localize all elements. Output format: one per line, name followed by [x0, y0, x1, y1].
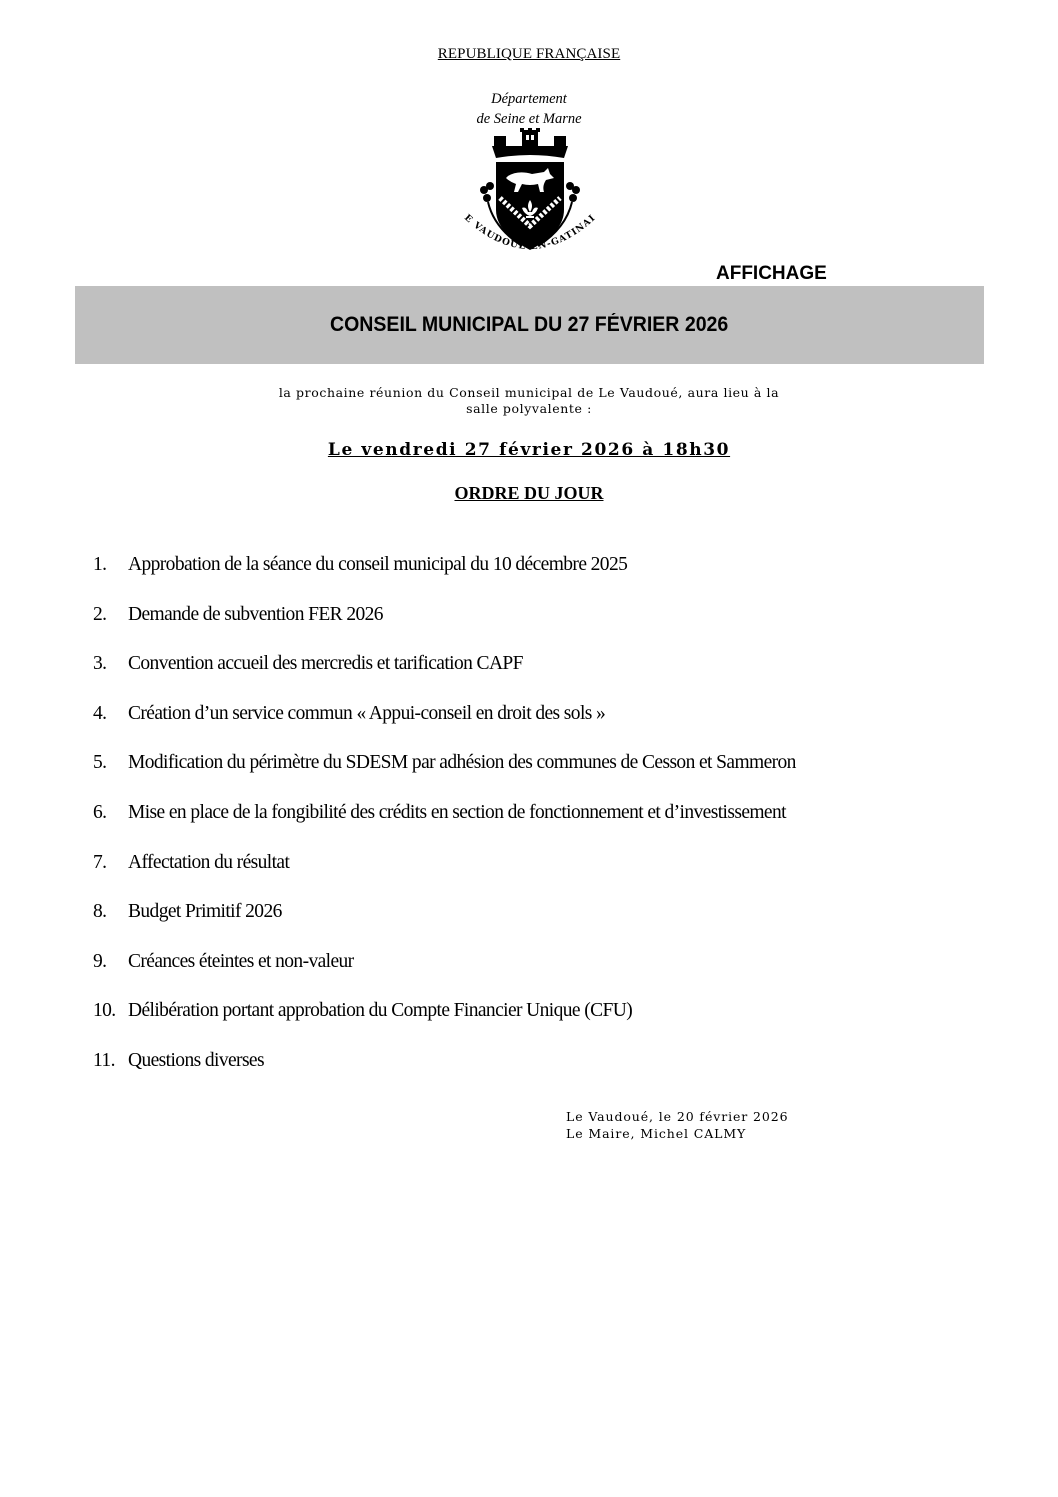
agenda-item-number: 8.: [93, 901, 107, 923]
signature-place-date: Le Vaudoué, le 20 février 2026: [566, 1109, 789, 1124]
agenda-item-text: Mise en place de la fongibilité des crédits en section de fonctionnement et d’investissement: [128, 801, 786, 823]
page-title: CONSEIL MUNICIPAL DU 27 FÉVRIER 2026: [330, 313, 729, 336]
agenda-item: [93, 752, 796, 802]
agenda-item-number: 5.: [93, 752, 107, 774]
department-label: [0, 89, 1058, 129]
agenda-item-text: Délibération portant approbation du Compte Financier Unique (CFU): [128, 1000, 633, 1022]
agenda-item-text: Demande de subvention FER 2026: [128, 603, 383, 625]
agenda-item-text: Affectation du résultat: [128, 851, 290, 873]
agenda-item-text: Budget Primitif 2026: [128, 901, 282, 923]
affichage-label: AFFICHAGE: [716, 263, 827, 284]
agenda-item-number: 1.: [93, 554, 107, 575]
signature-signatory: Le Maire, Michel CALMY: [566, 1126, 747, 1141]
agenda-item: [93, 653, 796, 703]
department-line-1: Département: [491, 91, 567, 107]
agenda-item: [93, 802, 796, 852]
agenda-title: ORDRE DU JOUR: [454, 483, 604, 503]
department-line-2: de Seine et Marne: [476, 111, 582, 127]
municipal-coat-of-arms-icon: [460, 128, 600, 264]
agenda-item-text: Convention accueil des mercredis et tarification CAPF: [128, 653, 523, 675]
shield-icon: [496, 162, 564, 250]
agenda-item-text: Création d’un service commun « Appui-conseil en droit des sols »: [128, 702, 606, 724]
republique-francaise-heading: REPUBLIQUE FRANÇAISE: [437, 46, 621, 62]
agenda-item-number: 3.: [93, 653, 107, 675]
intro-text: [0, 385, 1058, 417]
title-banner: [75, 286, 984, 364]
agenda-item: [93, 1050, 796, 1100]
agenda-item-text: Questions diverses: [128, 1049, 264, 1071]
agenda-item: [93, 703, 796, 753]
agenda-item-number: 6.: [93, 801, 107, 823]
agenda-item-number: 7.: [93, 851, 107, 873]
agenda-item-number: 2.: [93, 603, 107, 625]
signature-block: [566, 1108, 788, 1142]
agenda-item-number: 4.: [93, 702, 107, 724]
intro-line-1: la prochaine réunion du Conseil municipal de Le Vaudoué, aura lieu à la: [278, 385, 780, 400]
mural-crown-icon: [492, 128, 568, 158]
agenda-item-number: 10.: [93, 1000, 116, 1022]
agenda-item: [93, 554, 796, 604]
agenda-item: [93, 951, 796, 1001]
agenda-item-text: Créances éteintes et non-valeur: [128, 950, 354, 972]
agenda-item: [93, 901, 796, 951]
agenda-list: [93, 554, 796, 1100]
crest-motto: E VAUDOUÉ-EN-GATINAI: [462, 213, 598, 253]
agenda-item-number: 11.: [93, 1049, 115, 1071]
meeting-date: Le vendredi 27 février 2026 à 18h30: [327, 440, 731, 460]
agenda-item-text: Approbation de la séance du conseil municipal du 10 décembre 2025: [128, 554, 628, 575]
intro-line-2: salle polyvalente :: [466, 401, 592, 416]
agenda-item-number: 9.: [93, 950, 107, 972]
agenda-item: [93, 604, 796, 654]
agenda-item: [93, 852, 796, 902]
agenda-item-text: Modification du périmètre du SDESM par adhésion des communes de Cesson et Sammeron: [128, 752, 796, 774]
agenda-item: [93, 1000, 796, 1050]
